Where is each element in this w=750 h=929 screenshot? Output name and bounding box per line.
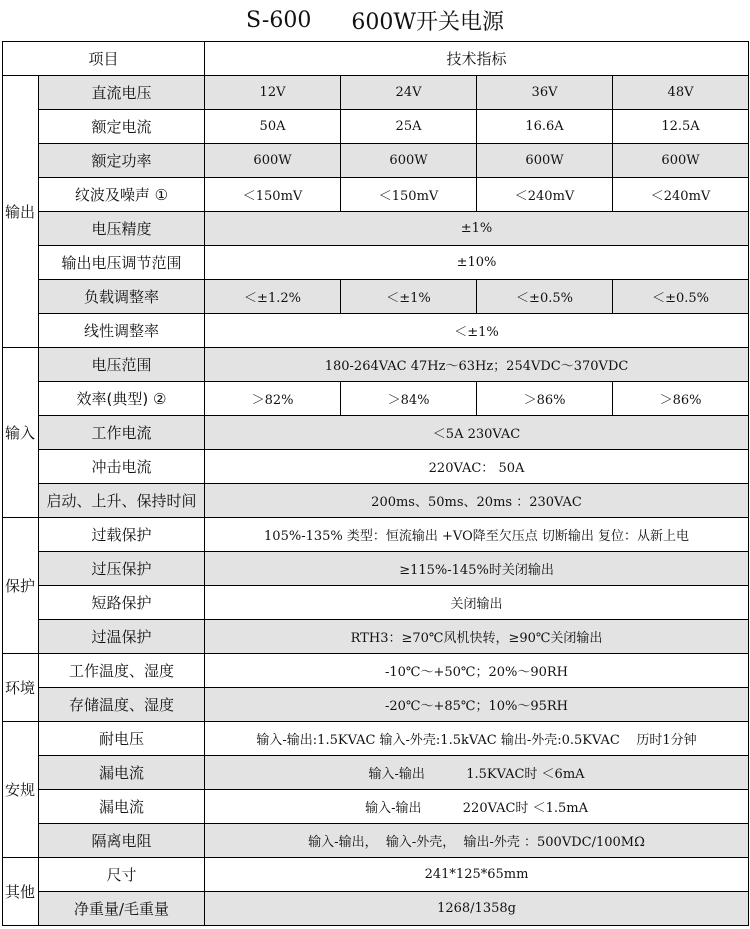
group-other: 其他 [3,858,39,926]
cell: 1268/1358g [205,892,749,926]
row-label: 耐电压 [39,722,205,756]
cell: 关闭输出 [205,586,749,620]
cell: ＞86% [613,382,749,416]
cell: ＜240mV [613,178,749,212]
table-row [3,756,749,790]
table-row [3,552,749,586]
cell: ±10% [205,246,749,280]
row-label: 工作电流 [39,416,205,450]
model-number: S-600 [246,7,312,33]
cell: 50A [205,110,341,144]
table-row [3,280,749,314]
cell: 12.5A [613,110,749,144]
cell: 输入-输出， 输入-外壳， 输出-外壳 ：500VDC/100MΩ [205,824,749,858]
cell: ±1% [205,212,749,246]
table-row [3,824,749,858]
cell: RTH3：≥70℃风机快转，≥90℃关闭输出 [205,620,749,654]
table-row [3,450,749,484]
header-spec: 技术指标 [205,42,749,76]
row-label: 电压范围 [39,348,205,382]
row-label: 效率(典型) ② [39,382,205,416]
table-row [3,76,749,110]
row-label: 额定功率 [39,144,205,178]
table-row [3,416,749,450]
cell: ＜150mV [205,178,341,212]
cell: ＜±1.2% [205,280,341,314]
cell: ＜240mV [477,178,613,212]
table-row [3,246,749,280]
spec-table [2,41,749,926]
cell: 24V [341,76,477,110]
cell: ＞82% [205,382,341,416]
cell: 200ms、50ms、20ms ：230VAC [205,484,749,518]
row-label: 直流电压 [39,76,205,110]
cell: ＜±0.5% [477,280,613,314]
product-name: 600W开关电源 [351,9,504,35]
cell: 600W [477,144,613,178]
cell: -10℃～+50℃；20%～90RH [205,654,749,688]
table-row [3,858,749,892]
table-row [3,178,749,212]
row-label: 过压保护 [39,552,205,586]
table-row [3,484,749,518]
cell: 180-264VAC 47Hz～63Hz；254VDC～370VDC [205,348,749,382]
row-label: 过载保护 [39,518,205,552]
row-label: 隔离电阻 [39,824,205,858]
table-row [3,586,749,620]
row-label: 冲击电流 [39,450,205,484]
row-label: 净重量/毛重量 [39,892,205,926]
cell: 48V [613,76,749,110]
cell: 输入-输出 1.5KVAC时 ＜6mA [205,756,749,790]
row-label: 尺寸 [39,858,205,892]
row-label: 启动、上升、保持时间 [39,484,205,518]
row-label: 漏电流 [39,756,205,790]
cell: ＞84% [341,382,477,416]
table-row [3,722,749,756]
row-label: 过温保护 [39,620,205,654]
table-row [3,212,749,246]
page-title [0,0,750,40]
row-label: 输出电压调节范围 [39,246,205,280]
row-label: 线性调整率 [39,314,205,348]
cell: 600W [205,144,341,178]
table-row [3,892,749,926]
table-row [3,382,749,416]
cell: ＜±1% [341,280,477,314]
table-row [3,790,749,824]
cell: ＞86% [477,382,613,416]
cell: -20℃～+85℃；10%～95RH [205,688,749,722]
cell: ≥115%-145%时关闭输出 [205,552,749,586]
cell: 输入-输出 220VAC时 ＜1.5mA [205,790,749,824]
table-row [3,688,749,722]
row-label: 负载调整率 [39,280,205,314]
cell: 600W [341,144,477,178]
header-row [3,42,749,76]
cell: 16.6A [477,110,613,144]
table-row [3,654,749,688]
row-label: 短路保护 [39,586,205,620]
cell: 36V [477,76,613,110]
cell: ＜5A 230VAC [205,416,749,450]
group-input: 输入 [3,348,39,518]
table-row [3,144,749,178]
group-output: 输出 [3,76,39,348]
row-label: 电压精度 [39,212,205,246]
group-environment: 环境 [3,654,39,722]
table-row [3,518,749,552]
group-protection: 保护 [3,518,39,654]
cell: 241*125*65mm [205,858,749,892]
cell: 输入-输出:1.5KVAC 输入-外壳:1.5kVAC 输出-外壳:0.5KVAC 历时1分钟 [205,722,749,756]
table-row [3,348,749,382]
group-safety: 安规 [3,722,39,858]
cell: 220VAC： 50A [205,450,749,484]
cell: 600W [613,144,749,178]
row-label: 额定电流 [39,110,205,144]
row-label: 漏电流 [39,790,205,824]
row-label: 工作温度、湿度 [39,654,205,688]
header-item: 项目 [3,42,205,76]
cell: ＜±0.5% [613,280,749,314]
row-label: 纹波及噪声 ① [39,178,205,212]
cell: 12V [205,76,341,110]
cell: ＜150mV [341,178,477,212]
row-label: 存储温度、湿度 [39,688,205,722]
table-row [3,110,749,144]
cell: 105%-135% 类型：恒流输出 +VO降至欠压点 切断输出 复位：从新上电 [205,518,749,552]
cell: ＜±1% [205,314,749,348]
cell: 25A [341,110,477,144]
table-row [3,314,749,348]
table-row [3,620,749,654]
